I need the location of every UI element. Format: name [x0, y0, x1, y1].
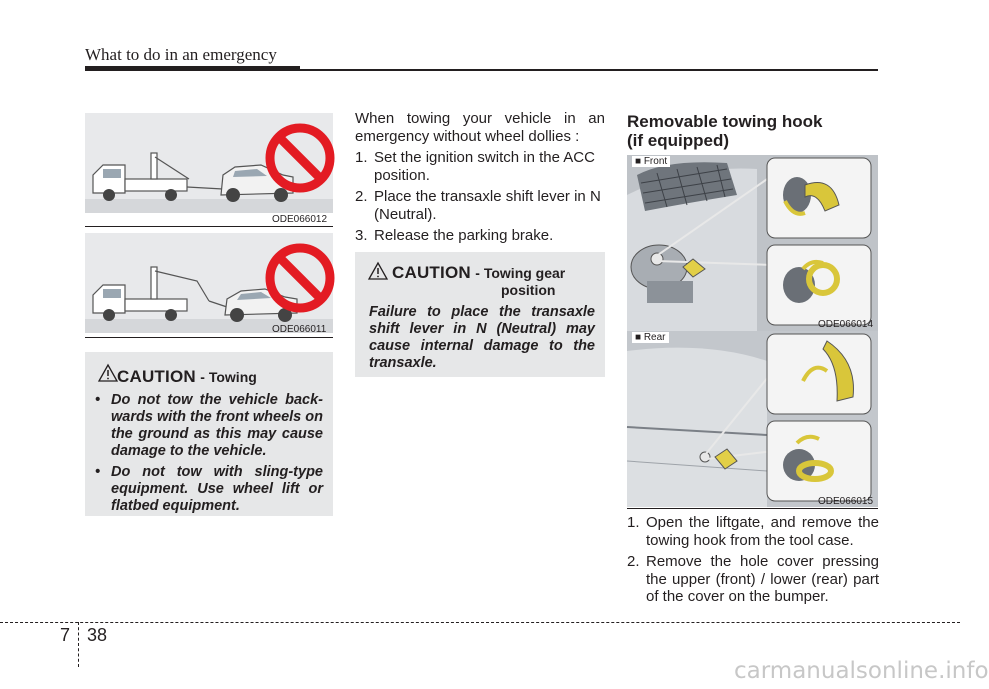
figure-tow-sling — [85, 233, 333, 333]
figure-code-label: ODE066011 — [272, 324, 327, 335]
prohibition-icon — [270, 128, 330, 188]
figure-divider — [85, 337, 333, 338]
step-text: Remove the hole cover pressing the upper (front) / lower (rear) part of the cover on the bumper. — [646, 553, 879, 605]
section-heading-line: (if equipped) — [627, 131, 729, 150]
step-item — [355, 188, 607, 223]
footer-separator — [78, 622, 79, 667]
caution-title: CAUTION — [392, 263, 471, 282]
hook-steps — [627, 514, 879, 606]
step-item — [627, 553, 879, 606]
warning-triangle-icon — [98, 364, 118, 382]
caution-subtitle-cont: position — [501, 282, 556, 298]
bullet: • — [95, 392, 101, 408]
step-number: 1. — [355, 149, 368, 166]
step-item — [355, 227, 607, 245]
front-hook-illustration — [627, 155, 878, 331]
view-label-front: ■ Front — [632, 156, 670, 167]
section-heading-line: Removable towing hook — [627, 112, 823, 131]
caution-item-text: Do not tow with sling-type equipment. Use wheel lift or flatbed equipment. — [111, 464, 323, 514]
step-number: 3. — [355, 227, 368, 244]
caution-subtitle: - Towing gear — [475, 265, 566, 281]
page-number: 38 — [87, 625, 108, 645]
step-item — [627, 514, 879, 549]
step-number: 2. — [627, 553, 640, 570]
figure-code-label: ODE066014 — [818, 319, 874, 330]
step-number: 2. — [355, 188, 368, 205]
step-text: Open the liftgate, and remove the towing hook from the tool case. — [646, 514, 879, 549]
step-number: 1. — [627, 514, 640, 531]
caution-list — [93, 392, 323, 515]
bullet: • — [95, 464, 101, 480]
tow-wheels-down-illustration — [85, 113, 333, 213]
figure-divider — [627, 508, 878, 509]
figure-divider — [85, 226, 333, 227]
section-heading — [627, 112, 823, 150]
figure-rear-hook — [627, 331, 878, 507]
caution-body: Failure to place the transaxle shift lever in N (Neutral) may cause internal damage to the transaxle. — [369, 304, 595, 371]
step-text: Place the transaxle shift lever in N (Neutral). — [374, 188, 601, 223]
rear-hook-illustration — [627, 331, 878, 507]
step-text: Release the parking brake. — [374, 227, 554, 244]
caution-subtitle: - Towing — [200, 369, 257, 385]
caution-list-item — [93, 464, 323, 515]
figure-tow-wheels-down — [85, 113, 333, 213]
header-rule — [85, 66, 300, 71]
page-section-title: What to do in an emergency — [85, 45, 277, 64]
towing-steps — [355, 149, 607, 245]
caution-heading — [117, 367, 257, 387]
watermark: carmanualsonline.info — [734, 658, 989, 684]
caution-heading — [392, 263, 565, 283]
caution-title: CAUTION — [117, 367, 196, 386]
step-text: Set the ignition switch in the ACC position. — [374, 149, 595, 184]
figure-code-label: ODE066012 — [272, 214, 328, 225]
caution-towing-box — [85, 352, 333, 516]
footer-rule — [0, 622, 960, 623]
caution-gear-box — [355, 252, 605, 377]
chapter-number: 7 — [60, 625, 71, 645]
figure-front-hook — [627, 155, 878, 331]
caution-list-item — [93, 392, 323, 460]
caution-item-text: Do not tow the vehicle back- wards with the front wheels on the ground as this may cause damage to the vehicle. — [111, 392, 323, 459]
prohibition-icon — [270, 248, 330, 308]
figure-code-label: ODE066015 — [818, 496, 874, 507]
towing-intro: When towing your vehicle in an emergency without wheel dollies : — [355, 110, 605, 145]
tow-sling-illustration — [85, 233, 333, 333]
warning-triangle-icon — [368, 262, 388, 280]
header-rule-line — [300, 69, 878, 71]
step-item — [355, 149, 607, 184]
view-label-rear: ■ Rear — [632, 332, 669, 343]
